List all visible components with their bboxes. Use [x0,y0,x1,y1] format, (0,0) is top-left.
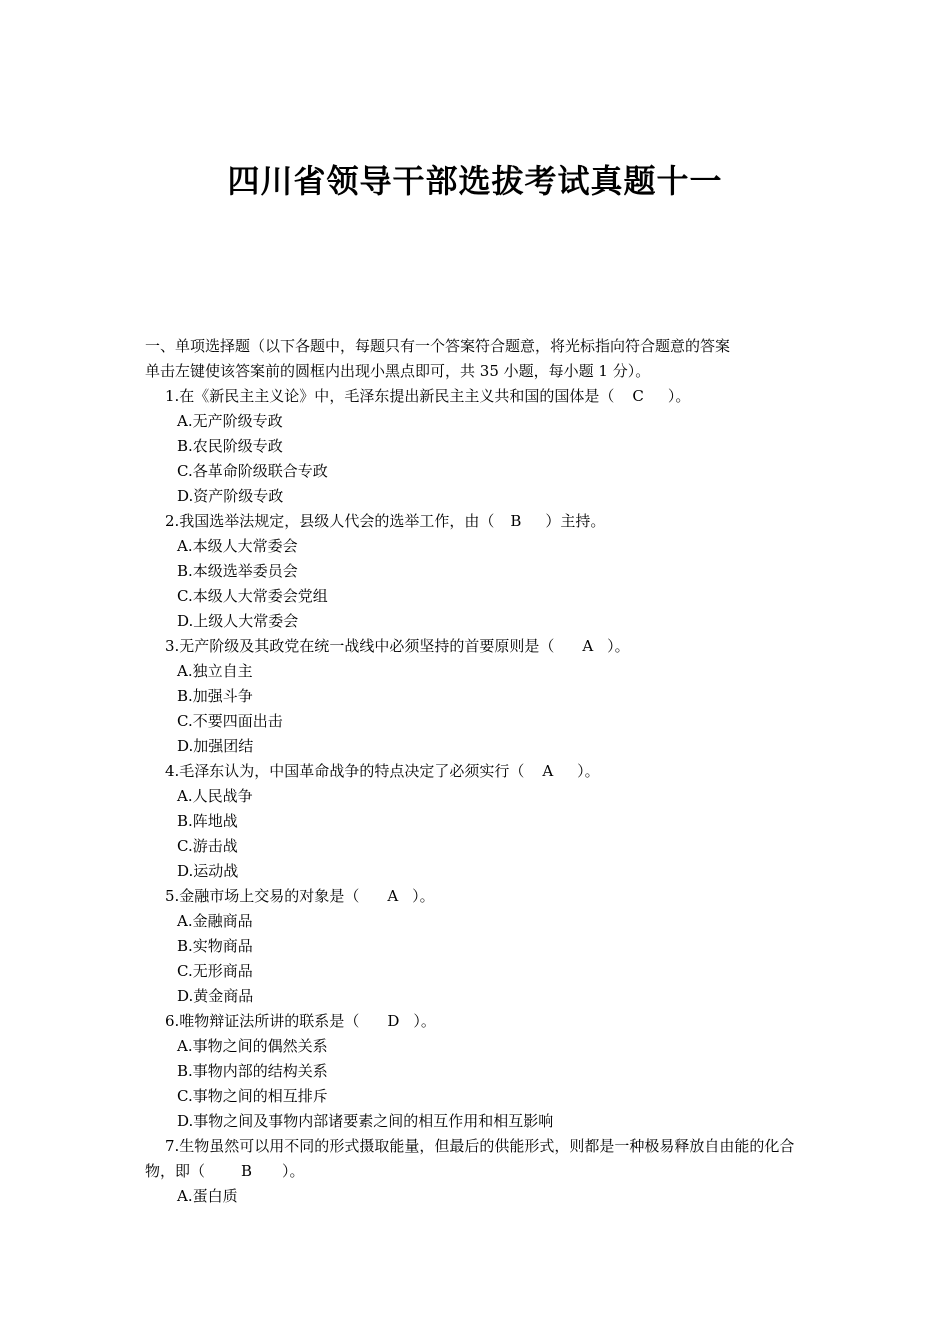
question-2-answer: B [510,512,522,530]
question-4-option-a: A.人民战争 [177,787,253,805]
question-3-option-c: C.不要四面出击 [177,712,283,730]
question-3-option-d: D.加强团结 [177,737,254,755]
section-intro-line-1: 一、单项选择题（以下各题中，每题只有一个答案符合题意，将光标指向符合题意的答案 [145,337,731,355]
question-1-answer: C [632,387,644,405]
question-2-option-d: D.上级人大常委会 [177,612,299,630]
question-1-option-b: B.农民阶级专政 [177,437,283,455]
question-4-stem: 4.毛泽东认为，中国革命战争的特点决定了必须实行（ A ）。 [145,759,813,784]
question-5-option-b: B.实物商品 [177,937,253,955]
question-7-option-a: A.蛋白质 [177,1187,238,1205]
question-4-answer: A [542,762,554,780]
section-intro-line-2: 单击左键使该答案前的圆框内出现小黑点即可，共 35 小题，每小题 1 分）。 [145,362,651,380]
question-2-option-b: B.本级选举委员会 [177,562,298,580]
question-2-option-c: C.本级人大常委会党组 [177,587,328,605]
question-2-stem: 2.我国选举法规定，县级人代会的选举工作，由（ B ）主持。 [145,509,813,534]
question-7-stem: 7.生物虽然可以用不同的形式摄取能量，但最后的供能形式，则都是一种极易释放自由能的化合物，即（ B ）。 [145,1134,813,1184]
question-1-option-a: A.无产阶级专政 [177,412,283,430]
document-title: 四川省领导干部选拔考试真题十一 [227,162,723,200]
question-1-option-c: C.各革命阶级联合专政 [177,462,328,480]
question-5-option-a: A.金融商品 [177,912,253,930]
question-3-stem: 3.无产阶级及其政党在统一战线中必须坚持的首要原则是（ A ）。 [145,634,813,659]
question-5-stem: 5.金融市场上交易的对象是（ A ）。 [145,884,813,909]
question-6-stem: 6.唯物辩证法所讲的联系是（ D ）。 [145,1009,813,1034]
question-6-option-b: B.事物内部的结构关系 [177,1062,328,1080]
question-4-option-b: B.阵地战 [177,812,238,830]
question-1-stem: 1.在《新民主主义论》中，毛泽东提出新民主主义共和国的国体是（ C ）。 [145,384,813,409]
question-5-answer: A [387,887,399,905]
question-4-option-d: D.运动战 [177,862,239,880]
question-3-option-b: B.加强斗争 [177,687,253,705]
question-2-option-a: A.本级人大常委会 [177,537,298,555]
question-7-answer: B [241,1162,253,1180]
document-body [145,334,813,1209]
question-3-answer: A [582,637,594,655]
question-6-option-a: A.事物之间的偶然关系 [177,1037,328,1055]
question-6-option-c: C.事物之间的相互排斥 [177,1087,328,1105]
question-6-option-d: D.事物之间及事物内部诸要素之间的相互作用和相互影响 [177,1112,554,1130]
question-5-option-c: C.无形商品 [177,962,253,980]
question-1-option-d: D.资产阶级专政 [177,487,284,505]
question-6-answer: D [387,1012,400,1030]
question-4-option-c: C.游击战 [177,837,238,855]
question-5-option-d: D.黄金商品 [177,987,254,1005]
question-3-option-a: A.独立自主 [177,662,253,680]
